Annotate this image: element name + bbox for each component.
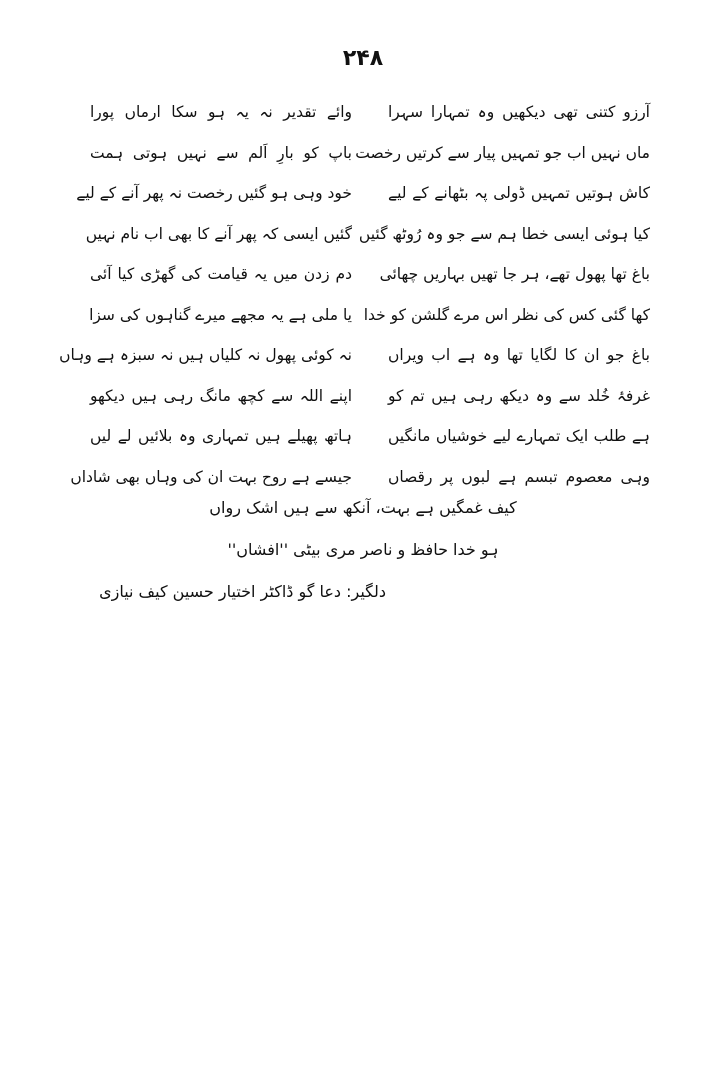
verse-second-hemistich: وائے تقدیر نہ یہ ہو سکا ارماں پورا — [90, 103, 352, 122]
verse-second-hemistich: اپنے اللہ سے کچھ مانگ رہی ہیں دیکھو — [90, 386, 352, 405]
signature-line: دلگیر: دعا گو ڈاکٹر اختیار حسین کیف نیازی — [99, 582, 386, 601]
closing-verse-line: ہو خدا حافظ و ناصر مری بیٹی ''افشاں'' — [227, 540, 499, 559]
page-number: ۲۴۸ — [342, 46, 384, 71]
couplet — [90, 295, 650, 336]
couplet — [90, 376, 650, 417]
verse-first-hemistich: باغ تھا پھول تھے، ہر جا تھیں بہاریں چھائی — [379, 265, 650, 284]
verse-first-hemistich: کھا گئی کس کی نظر اس مرے گلشن کو خدا — [363, 305, 650, 324]
verse-first-hemistich: آرزو کتنی تھی دیکھیں وہ تمہارا سہرا — [388, 103, 650, 122]
verse-first-hemistich: ماں نہیں اب جو تمہیں پیار سے کرتیں رخصت — [355, 143, 650, 162]
verse-second-hemistich: ہاتھ پھیلے ہیں تمہاری وہ بلائیں لے لیں — [90, 427, 352, 446]
verse-second-hemistich: یا ملی ہے یہ مجھے میرے گناہوں کی سزا — [89, 305, 352, 324]
poem-couplets — [59, 92, 650, 497]
couplet — [90, 254, 650, 295]
closing-verse-line: کیف غمگیں ہے بہت، آنکھ سے ہیں اشک رواں — [209, 498, 517, 517]
couplet — [90, 416, 650, 457]
verse-second-hemistich: گئیں ایسی کہ پھر آنے کا بھی اب نام نہیں — [85, 224, 352, 243]
verse-second-hemistich: باپ کو بارِ اَلم سے نہیں ہوتی ہمت — [90, 143, 352, 162]
couplet — [90, 92, 650, 133]
verse-second-hemistich: دم زدن میں یہ قیامت کی گھڑی کیا آئی — [90, 265, 352, 284]
couplet — [59, 335, 650, 376]
verse-second-hemistich: خود وہی ہو گئیں رخصت نہ پھر آنے کے لیے — [76, 184, 352, 203]
verse-first-hemistich: کیا ہوئی ایسی خطا ہم سے جو وہ رُوٹھ گئیں — [358, 224, 650, 243]
couplet — [76, 173, 650, 214]
couplet — [70, 457, 650, 498]
verse-first-hemistich: وہی معصوم تبسم ہے لبوں پر رقصاں — [388, 467, 650, 486]
verse-first-hemistich: کاش ہوتیں تمہیں ڈولی پہ بٹھانے کے لیے — [388, 184, 650, 203]
verse-second-hemistich: نہ کوئی پھول نہ کلیاں ہیں نہ سبزہ ہے وہاں — [59, 346, 352, 365]
verse-first-hemistich: غرفۂ خُلد سے وہ دیکھ رہی ہیں تم کو — [388, 386, 650, 405]
verse-second-hemistich: جیسے ہے روح بہت ان کی وہاں بھی شاداں — [70, 467, 352, 486]
couplet — [85, 214, 650, 255]
couplet — [90, 133, 650, 174]
verse-first-hemistich: باغ جو ان کا لگایا تھا وہ ہے اب ویراں — [388, 346, 650, 365]
verse-first-hemistich: ہے طلب ایک تمہارے لیے خوشیاں مانگیں — [388, 427, 650, 446]
